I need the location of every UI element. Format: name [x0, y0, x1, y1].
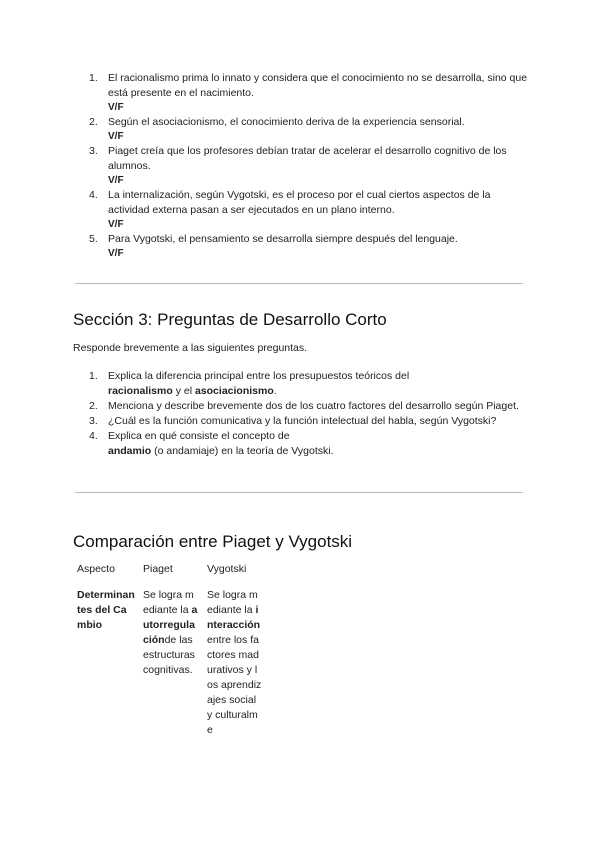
true-false-answer: V/F	[108, 248, 124, 259]
true-false-answer: V/F	[108, 175, 124, 186]
item-number: 3.	[89, 145, 98, 157]
item-number: 2.	[89, 116, 98, 128]
comparison-title: Comparación entre Piaget y Vygotski	[73, 532, 353, 551]
item-number: 1.	[89, 370, 98, 382]
question-text: Explica la diferencia principal entre los presupuestos teóricos del racionalismo y el asociacionismo.	[108, 370, 410, 397]
vygotski-cell: Se logra mediante la interacciónentre los factores madurativos y los aprendizajes social y culturalme	[207, 589, 262, 736]
table-row	[73, 588, 267, 738]
aspect-cell: Determinantes del Cambio	[77, 589, 135, 631]
bold-term: racionalismo	[108, 385, 173, 397]
divider	[75, 492, 523, 493]
list-item	[89, 429, 539, 459]
comparison-table	[73, 562, 267, 738]
list-item	[89, 144, 529, 188]
statement-text: El racionalismo prima lo innato y considera que el conocimiento no se desarrolla, sino que está presente en el nacimiento.	[108, 72, 528, 99]
table-header-row	[73, 562, 267, 588]
section-3-intro: Responde brevemente a las siguientes preguntas.	[73, 342, 308, 354]
question-text: Menciona y describe brevemente dos de los cuatro factores del desarrollo según Piaget.	[108, 400, 519, 412]
true-false-list	[89, 71, 529, 261]
item-number: 5.	[89, 233, 98, 245]
question-text: ¿Cuál es la función comunicativa y la función intelectual del habla, según Vygotski?	[108, 415, 497, 427]
item-number: 1.	[89, 72, 98, 84]
item-number: 2.	[89, 400, 98, 412]
statement-text: Piaget creía que los profesores debían tratar de acelerar el desarrollo cognitivo de los alumnos.	[108, 145, 507, 172]
true-false-answer: V/F	[108, 131, 124, 142]
divider	[75, 283, 523, 284]
list-item	[89, 232, 529, 261]
statement-text: Para Vygotski, el pensamiento se desarrolla siempre después del lenguaje.	[108, 233, 458, 245]
true-false-answer: V/F	[108, 219, 124, 230]
piaget-cell: Se logra mediante la autorregulaciónde las estructuras cognitivas.	[143, 589, 198, 676]
item-number: 3.	[89, 415, 98, 427]
column-header: Piaget	[143, 563, 173, 575]
bold-term: autorregulación	[143, 604, 198, 646]
section-3-title: Sección 3: Preguntas de Desarrollo Corto	[73, 310, 387, 329]
list-item	[89, 399, 539, 414]
list-item	[89, 115, 529, 144]
item-number: 4.	[89, 189, 98, 201]
list-item	[89, 414, 539, 429]
bold-term: asociacionismo	[194, 385, 274, 397]
list-item	[89, 71, 529, 115]
column-header: Vygotski	[207, 563, 247, 575]
bold-term: andamio	[108, 445, 152, 457]
bold-term: interacción	[207, 604, 261, 631]
list-item	[89, 369, 539, 399]
questions-list	[89, 369, 539, 459]
statement-text: La internalización, según Vygotski, es el proceso por el cual ciertos aspectos de la actividad externa pasan a ser ejecutados en un plano interno.	[108, 189, 491, 216]
question-text: Explica en qué consiste el concepto de andamio (o andamiaje) en la teoría de Vygotski.	[108, 430, 334, 457]
column-header: Aspecto	[77, 563, 115, 575]
item-number: 4.	[89, 430, 98, 442]
statement-text: Según el asociacionismo, el conocimiento deriva de la experiencia sensorial.	[108, 116, 465, 128]
list-item	[89, 188, 529, 232]
true-false-answer: V/F	[108, 102, 124, 113]
